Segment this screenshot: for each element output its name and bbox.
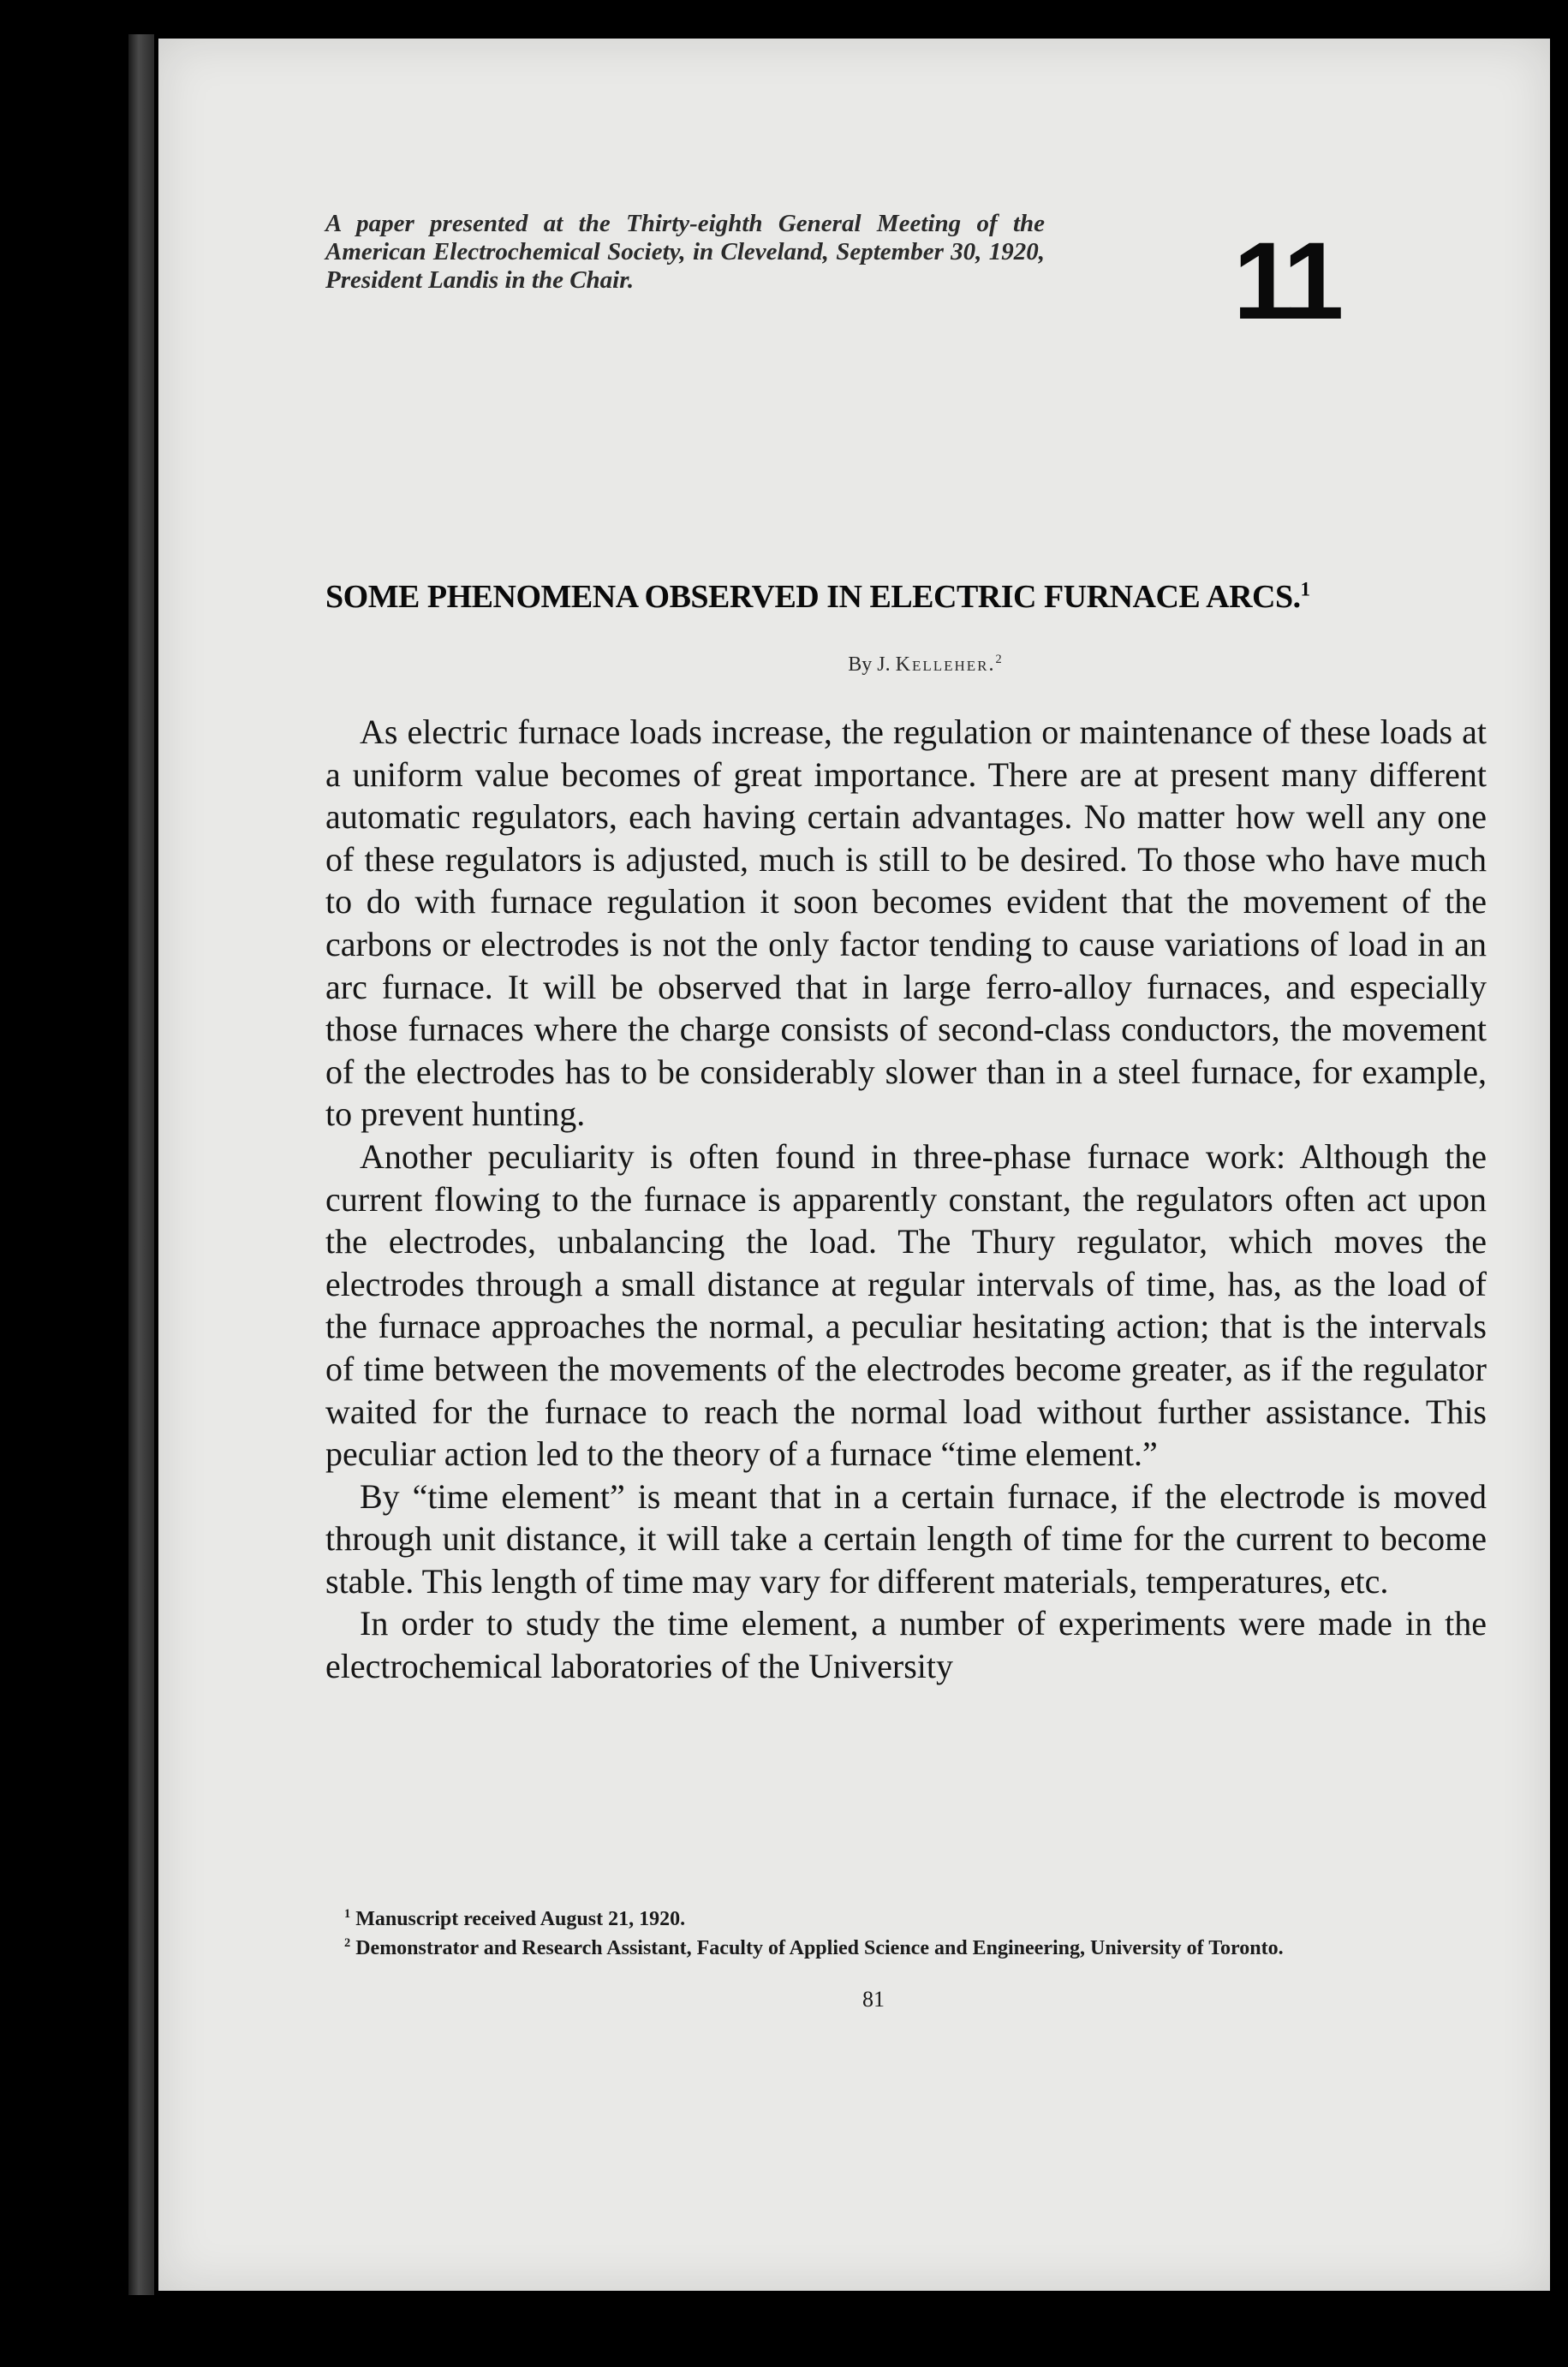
- paragraph-2: Another peculiarity is often found in three-phase furnace work: Although the current flowing to the furnace is apparently constant, the regulators often act upon the electrodes, unbalancing the load. The Thury regulator, which moves the electrodes through a small distance at regular intervals of time, has, as the load of the furnace approaches the normal, a peculiar hesitating action; that is the intervals of time between the movements of the electrodes become greater, as if the regulator waited for the furnace to reach the normal load without further assistance. This peculiar action led to the theory of a furnace “time element.”: [325, 1136, 1487, 1474]
- document-page: [158, 39, 1550, 2291]
- paragraph-1: As electric furnace loads increase, the regulation or maintenance of these loads at a uniform value becomes of great importance. There are at present many different automatic regulators, each having certain advantages. No matter how well any one of these regulators is adjusted, much is still to be desired. To those who have much to do with furnace regulation it soon becomes evident that the movement of the carbons or electrodes is not the only factor tending to cause variations of load in an arc furnace. It will be observed that in large ferro-alloy furnaces, and especially those furnaces where the charge consists of second-class conductors, the movement of the electrodes has to be considerably slower than in a steel furnace, for example, to prevent hunting.: [325, 712, 1487, 1134]
- footnote-1-mark: 1: [344, 1907, 351, 1921]
- film-edge: [128, 34, 154, 2295]
- article-title-text: SOME PHENOMENA OBSERVED IN ELECTRIC FURNACE ARCS.: [325, 579, 1301, 615]
- byline-prefix: By J.: [848, 653, 891, 676]
- author-footnote-mark: 2: [995, 653, 1002, 666]
- footnotes: [325, 1908, 1487, 1959]
- presentation-note: A paper presented at the Thirty-eighth General Meeting of the American Electrochemical Society, in Cleveland, September 30, 1920, President Landis in the Chair.: [325, 210, 1045, 294]
- paragraph-4: In order to study the time element, a number of experiments were made in the electrochemical laboratories of the University: [325, 1604, 1487, 1686]
- footnote-1-text: Manuscript received August 21, 1920.: [355, 1908, 686, 1930]
- paragraph-3: By “time element” is meant that in a certain furnace, if the electrode is moved through unit distance, it will take a certain length of time for the current to become stable. This length of time may vary for different materials, temperatures, etc.: [325, 1476, 1487, 1601]
- title-footnote-mark: 1: [1300, 578, 1310, 600]
- author-name: Kelleher.: [895, 653, 996, 676]
- footnote-2-mark: 2: [344, 1936, 351, 1950]
- footnote-2-text: Demonstrator and Research Assistant, Faculty of Applied Science and Engineering, University of Toronto.: [355, 1937, 1284, 1959]
- paper-number: 11: [1233, 220, 1339, 343]
- article-title: [325, 578, 1524, 616]
- article-body: [325, 711, 1487, 1688]
- footnote-2: [325, 1937, 1487, 1959]
- footnote-1: [325, 1908, 1487, 1930]
- page-number: 81: [862, 1987, 885, 2012]
- byline: [325, 653, 1524, 677]
